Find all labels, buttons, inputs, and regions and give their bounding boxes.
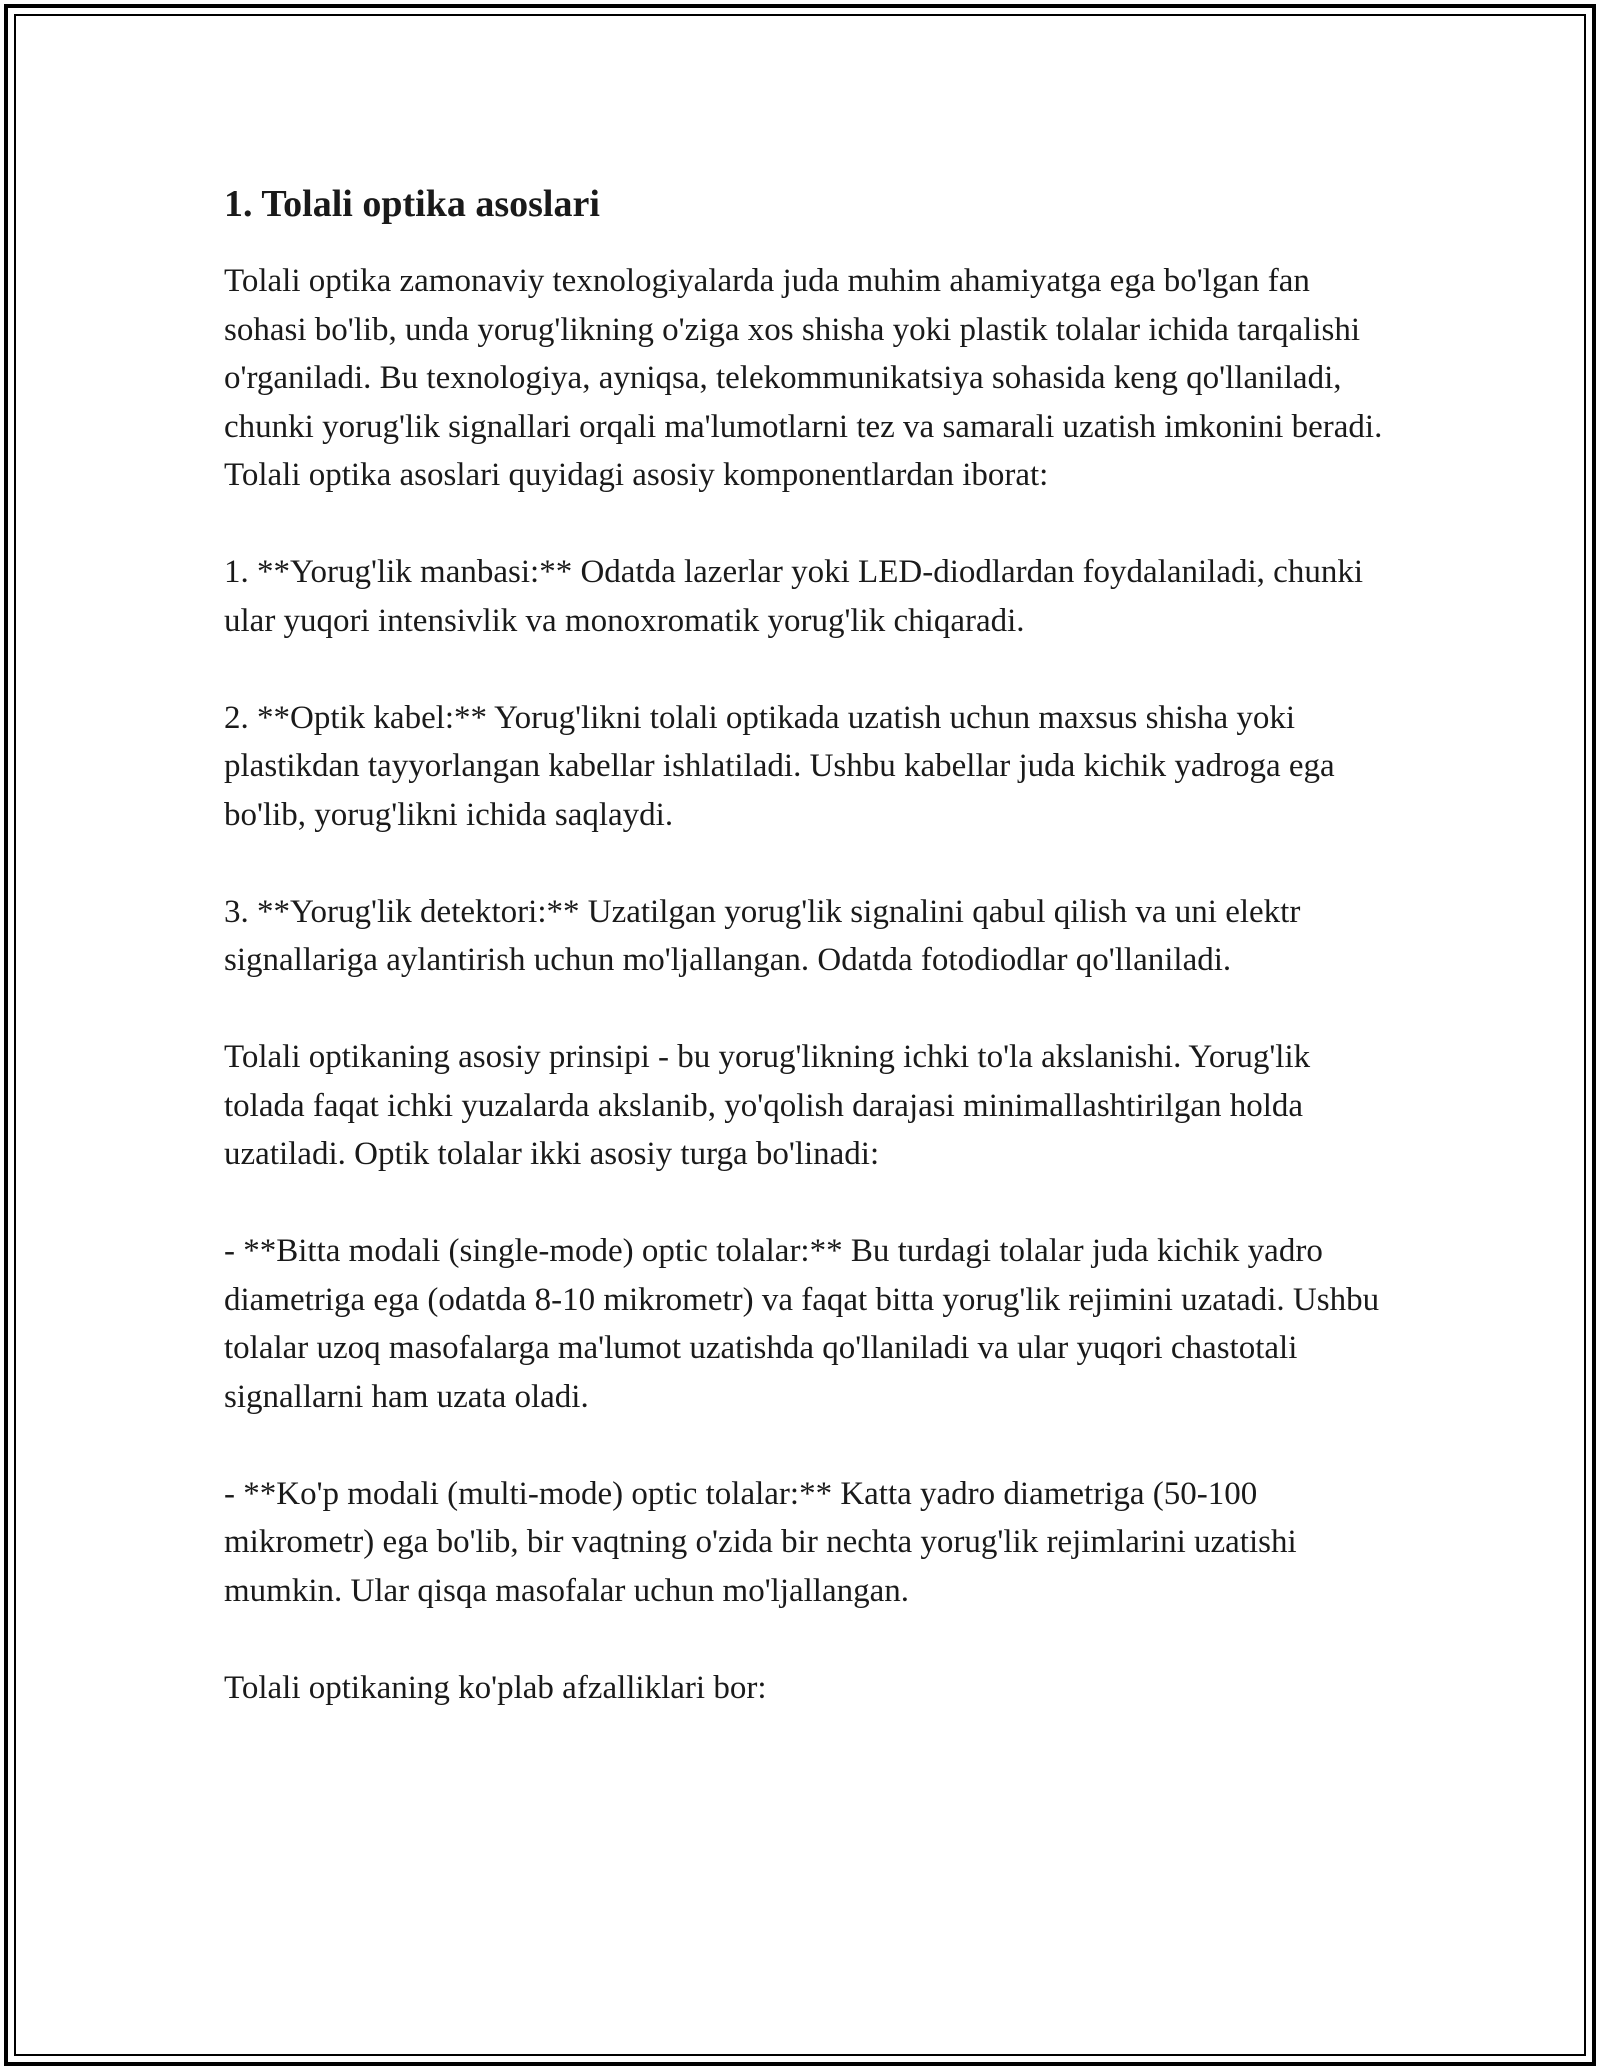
list-item-optical-cable: 2. **Optik kabel:** Yorug'likni tolali optikada uzatish uchun maxsus shisha yoki plastikdan tayyorlangan kabellar ishlatiladi. Ushbu kabellar juda kichik yadroga ega bo'lib, yorug'likni ichida saqlaydi. [224,699,1335,833]
bullet-single-mode: - **Bitta modali (single-mode) optic tolalar:** Bu turdagi tolalar juda kichik yadro diametriga ega (odatda 8-10 mikrometr) va faqat bitta yorug'lik rejimini uzatadi. Ushbu tolalar uzoq masofalarga ma'lumot uzatishda qo'llaniladi va ular yuqori chastotali signallarni ham uzata oladi. [224,1233,1380,1415]
section-heading: 1. Tolali optika asoslari [224,183,600,225]
advantages-intro: Tolali optikaning ko'plab afzalliklari bor: [224,1669,767,1706]
bullet-multi-mode: - **Ko'p modali (multi-mode) optic tolalar:** Katta yadro diametriga (50-100 mikrometr) ega bo'lib, bir vaqtning o'zida bir nechta yorug'lik rejimlarini uzatishi mumkin. Ular qisqa masofalar uchun mo'ljallangan. [224,1475,1297,1609]
list-item-light-detector: 3. **Yorug'lik detektori:** Uzatilgan yorug'lik signalini qabul qilish va uni elektr signallariga aylantirish uchun mo'ljallangan. Odatda fotodiodlar qo'llaniladi. [224,893,1301,979]
intro-paragraph: Tolali optika zamonaviy texnologiyalarda juda muhim ahamiyatga ega bo'lgan fan sohasi bo'lib, unda yorug'likning o'ziga xos shisha yoki plastik tolalar ichida tarqalishi o'rganiladi. Bu texnologiya, ayniqsa, telekommunikatsiya sohasida keng qo'llaniladi, chunki yorug'lik signallari orqali ma'lumotlarni tez va samarali uzatish imkonini beradi. Tolali optika asoslari quyidagi asosiy komponentlardan iborat: [224,263,1383,494]
list-item-light-source: 1. **Yorug'lik manbasi:** Odatda lazerlar yoki LED-diodlardan foydalaniladi, chunki ular yuqori intensivlik va monoxromatik yorug'lik chiqaradi. [224,554,1363,639]
principle-paragraph: Tolali optikaning asosiy prinsipi - bu yorug'likning ichki to'la akslanishi. Yorug'lik tolada faqat ichki yuzalarda akslanib, yo'qolish darajasi minimallashtirilgan holda uzatiladi. Optik tolalar ikki asosiy turga bo'linadi: [224,1039,1311,1173]
document-body [224,180,1384,1761]
